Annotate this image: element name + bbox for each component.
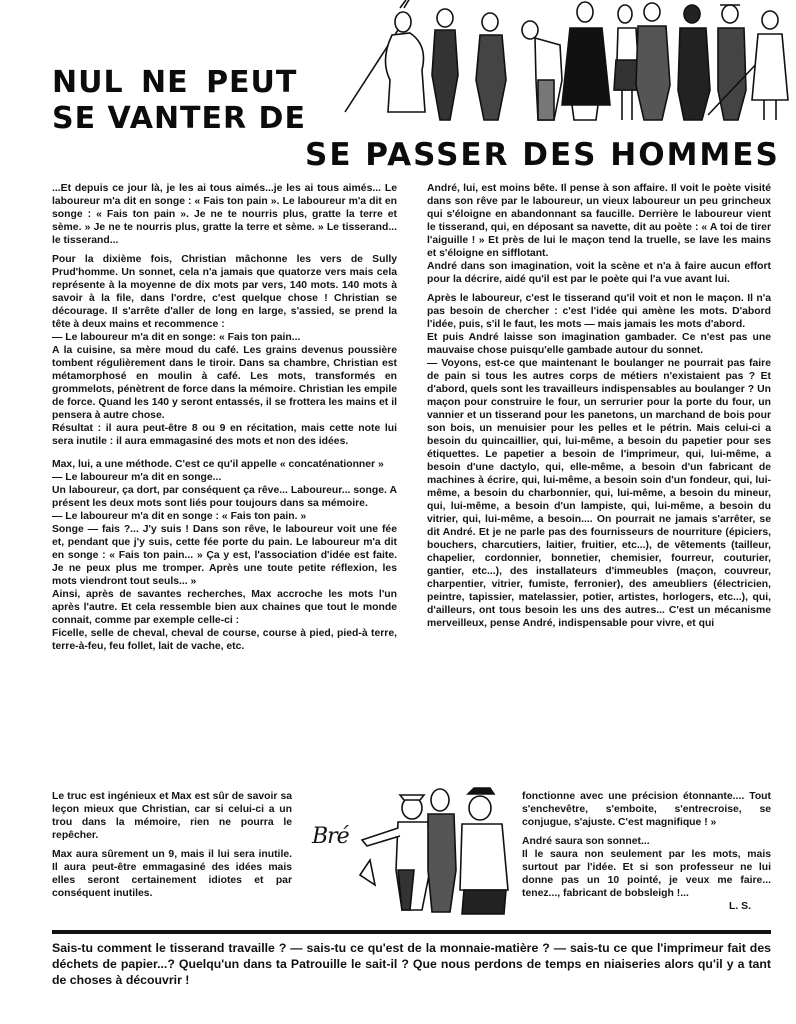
paragraph: Ficelle, selle de cheval, cheval de course, course à pied, pied-à terre, terre-à-feu, feu follet, lait de vache, etc. [52, 628, 397, 652]
paragraph: Le truc est ingénieux et Max est sûr de savoir sa leçon mieux que Christian, car si celui-ci a un trou dans la mémoire, rien ne pourra le repêcher. [52, 791, 292, 841]
paragraph: — Le laboureur m'a dit en songe: « Fais ton pain... [52, 332, 301, 343]
paragraph: André dans son imagination, voit la scène et n'a à faire aucun effort pour la décrire, aidé qu'il est par le poète qui l'a vue avant lui. [427, 261, 771, 285]
headline-line-1: NUL NE PEUT [52, 65, 298, 100]
right-column-bottom [522, 790, 771, 913]
paragraph: Il le saura non seulement par les mots, mais surtout par l'idée. Et si son professeur ne lui donne pas un 10 pointé, je veux me faire... tenez..., fabricant de bobsleigh !... [522, 849, 771, 899]
paragraph: Résultat : il aura peut-être 8 ou 9 en récitation, mais cette note lui sera inutile : il aura emmagasiné des mots et non des idées. [52, 423, 397, 447]
author-signature: L. S. [729, 901, 751, 912]
three-men-illustration [300, 780, 515, 920]
paragraph: Pour la dixième fois, Christian mâchonne les vers de Sully Prud'homme. Un sonnet, cela n'a jamais que quatorze vers mais cela représente à la moyenne de dix mots par vers, 140 mots. 140 mots à savoir à la file, dans l'ordre, c'est quelque chose ! Christian se décourage. Il s'arrête d'aller de long en large, s'assied, se prend la tête à deux mains et recommence : [52, 254, 397, 330]
footer-text: Sais-tu comment le tisserand travaille ? — sais-tu ce qu'est de la monnaie-matière ? — sais-tu ce que l'imprimeur fait des déchets de papier...? Quelqu'un dans ta Patrouille le sait-il ? Que nous perdons de temps en niaiseries alors qu'il y a tant de choses à découvrir ! [52, 941, 771, 987]
paragraph: Ainsi, après de savantes recherches, Max accroche les mots l'un après l'autre. Et cela ressemble bien aux chaines que tout le monde connait, comme par exemple celle-ci : [52, 589, 397, 626]
right-column [427, 182, 771, 630]
paragraph: — Le laboureur m'a dit en songe... [52, 472, 222, 483]
illustrator-signature: Bré [312, 824, 349, 849]
left-column [52, 182, 397, 653]
paragraph: André saura son sonnet... [522, 836, 650, 847]
paragraph: André, lui, est moins bête. Il pense à son affaire. Il voit le poète visité dans son rêve par le laboureur, un vieux laboureur un peu grincheux qui s'éloigne en abandonnant sa faucille. Derrière le laboureur vient le tisserand, qui, en déposant sa navette, dit au poète : « A toi de tirer l'aiguille ! » Et près de lui le maçon tend la truelle, se lave les mains et s'éloigne en sifflotant. [427, 183, 771, 259]
paragraph: Max aura sûrement un 9, mais il lui sera inutile. Il aura peut-être emmagasiné des idées mais elles seront certainement idiotes et par conséquent inutiles. [52, 849, 292, 899]
paragraph: Après le laboureur, c'est le tisserand qu'il voit et non le maçon. Il n'a pas besoin de chercher : c'est l'idée qui amène les mots. D'abord l'idée, puis, s'il le faut, les mots — mais jamais les mots d'abord. [427, 293, 771, 330]
paragraph: — Voyons, est-ce que maintenant le boulanger ne pourrait pas faire de pain si tous les autres corps de métiers n'existaient pas ? Et d'abord, quels sont les travailleurs indispensables au boulanger ? Un maçon pour construire le four, un serrurier pour la porte du four, un vannier et un tisserand pour les panetons, un marchand de bois pour son bois, un menuisier pour les pelles et le pétrin. Mais celui-ci a besoin du quincaillier, qui, lui-même, a besoin du papetier pour ses étiquettes. Le papetier a besoin de l'imprimeur, qui, lui-même, a besoin d'une dactylo, qui, elle-même, a besoin d'un fabricant de machines à écrire, qui, lui-même, a besoin soin d'un fondeur, qui, lui-même, a besoin du charbonnier, qui, lui-même, a besoin du mineur, qui, lui-même, a besoin d'un lampiste, qui, lui-même, a besoin du vitrier, qui, lui-même, a besoin.... On pourrait ne jamais s'arrêter, se dit André. Et je ne parle pas des fournisseurs de nourriture (épiciers, bouchers, charcutiers, laitier, fruitier, etc...), de vêtements (tailleur, chapelier, cordonnier, bonnetier, chemisier, fourreur, couturier, gantier, etc...), des installateurs d'immeubles (maçon, couvreur, charpentier, vitrier, fumiste, ferronier), des ameubliers (électricien, peintre, tapissier, matelassier, potier, artistes, horlogers, etc...), qui, d'ailleurs, ont tous besoin les uns des autres... C'est un mécanisme merveilleux, pense André, indispensable pour vivre, et qui [427, 358, 771, 629]
paragraph: ...Et depuis ce jour là, je les ai tous aimés...je les ai tous aimés... Le laboureur m'a dit en songe : « Fais ton pain ». Le laboureur m'a dit en songe : « Fais ton pain ». Je ne te nourris plus, gratte la terre et sème. » Je ne te nourris plus, gratte la terre et sème. » Le tisserand... le tisserand... [52, 183, 397, 246]
divider-rule [52, 930, 771, 934]
paragraph: Un laboureur, ça dort, par conséquent ça rêve... Laboureur... songe. A présent les deux mots sont liés pour toujours dans sa mémoire. [52, 485, 397, 509]
paragraph: Et puis André laisse son imagination gambader. Ce n'est pas une mauvaise chose puisqu'elle gambade autour du sonnet. [427, 332, 771, 356]
paragraph: fonctionne avec une précision étonnante.... Tout s'enchevêtre, s'emboite, s'entrecroise, se conjugue, s'ajuste. C'est magnifique ! » [522, 791, 771, 828]
left-column-bottom [52, 790, 292, 900]
paragraph: A la cuisine, sa mère moud du café. Les grains devenus poussière tombent régulièrement dans le tiroir. Dans sa chambre, Christian est métamorphosé en moulin à café. Les mots, transformés en grommelots, pénètrent de force dans la mémoire. Christian les empile de force. Quand les 140 y seront entassés, il se frottera les mains et il pensera à autre chose. [52, 345, 397, 421]
headline-line-2: SE VANTER DE [52, 101, 306, 136]
paragraph: Songe — fais ?... J'y suis ! Dans son rêve, le laboureur voit une fée et, pendant que j'y suis, cette fée porte du pain. Le laboureur m'a dit en songe : « Fais ton pain... » Ça y est, l'association d'idée est faite. Je ne peux plus me tromper. Après une toute petite réflexion, les mots viendront tout seuls... » [52, 524, 397, 587]
paragraph: Max, lui, a une méthode. C'est ce qu'il appelle « concaténationner » [52, 459, 384, 470]
paragraph: — Le laboureur m'a dit en songe : « Fais ton pain. » [52, 511, 307, 522]
workers-illustration [340, 0, 790, 128]
headline-line-3: SE PASSER DES HOMMES [305, 137, 780, 173]
